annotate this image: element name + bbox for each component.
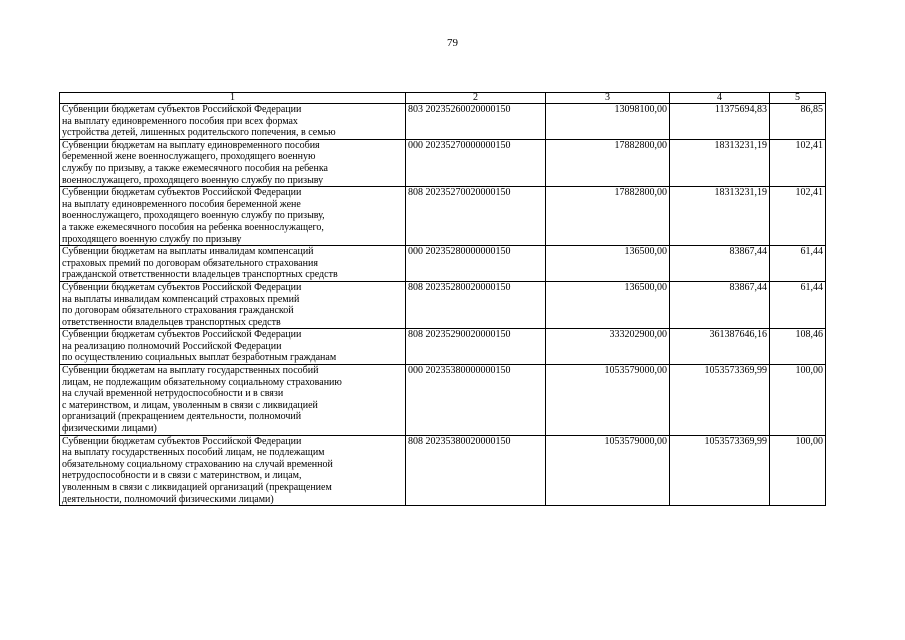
row-plan-amount: 13098100,00 — [546, 104, 670, 140]
row-plan-amount: 1053579000,00 — [546, 435, 670, 506]
row-actual-amount: 83867,44 — [670, 246, 770, 282]
row-percent: 102,41 — [770, 139, 826, 186]
row-budget-code: 000 20235270000000150 — [406, 139, 546, 186]
row-actual-amount: 361387646,16 — [670, 329, 770, 365]
row-budget-code: 803 20235260020000150 — [406, 104, 546, 140]
row-plan-amount: 1053579000,00 — [546, 365, 670, 436]
row-description: Субвенции бюджетам субъектов Российской Федерации на выплату единовременного пособия беременной жене военнослужащего, проходящего военную службу по призыву, а также ежемесячного пособия на ребенка военнослужащего, проходящего военную службу по призыву — [60, 187, 406, 246]
row-plan-amount: 136500,00 — [546, 281, 670, 328]
table-row — [60, 187, 826, 246]
page-number: 79 — [447, 37, 458, 49]
row-actual-amount: 18313231,19 — [670, 187, 770, 246]
row-plan-amount: 136500,00 — [546, 246, 670, 282]
row-budget-code: 808 20235280020000150 — [406, 281, 546, 328]
row-actual-amount: 1053573369,99 — [670, 435, 770, 506]
table-row — [60, 329, 826, 365]
table-row — [60, 435, 826, 506]
row-percent: 102,41 — [770, 187, 826, 246]
row-description: Субвенции бюджетам на выплату государственных пособий лицам, не подлежащим обязательному социальному страхованию на случай временной нетрудоспособности и в связи с материнством, и лицам, уволенным в связи с ликвидацией организаций (прекращением деятельности, полномочий физическими лицами) — [60, 365, 406, 436]
header-col-4: 4 — [670, 93, 770, 104]
row-actual-amount: 1053573369,99 — [670, 365, 770, 436]
table-row — [60, 365, 826, 436]
table-row — [60, 281, 826, 328]
row-plan-amount: 17882800,00 — [546, 187, 670, 246]
row-description: Субвенции бюджетам субъектов Российской Федерации на выплаты инвалидам компенсаций страховых премий по договорам обязательного страхования гражданской ответственности владельцев транспортных средств — [60, 281, 406, 328]
table-row — [60, 139, 826, 186]
row-percent: 86,85 — [770, 104, 826, 140]
row-plan-amount: 333202900,00 — [546, 329, 670, 365]
header-col-5: 5 — [770, 93, 826, 104]
row-budget-code: 808 20235270020000150 — [406, 187, 546, 246]
table-header-row — [60, 93, 826, 104]
row-percent: 61,44 — [770, 246, 826, 282]
row-budget-code: 808 20235380020000150 — [406, 435, 546, 506]
row-description: Субвенции бюджетам субъектов Российской Федерации на выплату единовременного пособия при всех формах устройства детей, лишенных родительского попечения, в семью — [60, 104, 406, 140]
row-description: Субвенции бюджетам субъектов Российской Федерации на выплату государственных пособий лицам, не подлежащим обязательному социальному страхованию на случай временной нетрудоспособности и в связи с материнством, и лицам, уволенным в связи с ликвидацией организаций (прекращением деятельности, полномочий физическими лицами) — [60, 435, 406, 506]
header-col-1: 1 — [60, 93, 406, 104]
header-col-2: 2 — [406, 93, 546, 104]
row-description: Субвенции бюджетам на выплату единовременного пособия беременной жене военнослужащего, проходящего военную службу по призыву, а также ежемесячного пособия на ребенка военнослужащего, проходящего военную службу по призыву — [60, 139, 406, 186]
row-percent: 61,44 — [770, 281, 826, 328]
row-percent: 108,46 — [770, 329, 826, 365]
row-budget-code: 000 20235280000000150 — [406, 246, 546, 282]
row-actual-amount: 83867,44 — [670, 281, 770, 328]
table-row — [60, 104, 826, 140]
row-description: Субвенции бюджетам на выплаты инвалидам компенсаций страховых премий по договорам обязательного страхования гражданской ответственности владельцев транспортных средств — [60, 246, 406, 282]
row-percent: 100,00 — [770, 435, 826, 506]
row-actual-amount: 18313231,19 — [670, 139, 770, 186]
row-actual-amount: 11375694,83 — [670, 104, 770, 140]
row-plan-amount: 17882800,00 — [546, 139, 670, 186]
budget-table — [59, 92, 826, 506]
row-description: Субвенции бюджетам субъектов Российской Федерации на реализацию полномочий Российской Федерации по осуществлению социальных выплат безработным гражданам — [60, 329, 406, 365]
row-budget-code: 808 20235290020000150 — [406, 329, 546, 365]
row-percent: 100,00 — [770, 365, 826, 436]
header-col-3: 3 — [546, 93, 670, 104]
row-budget-code: 000 20235380000000150 — [406, 365, 546, 436]
table-row — [60, 246, 826, 282]
